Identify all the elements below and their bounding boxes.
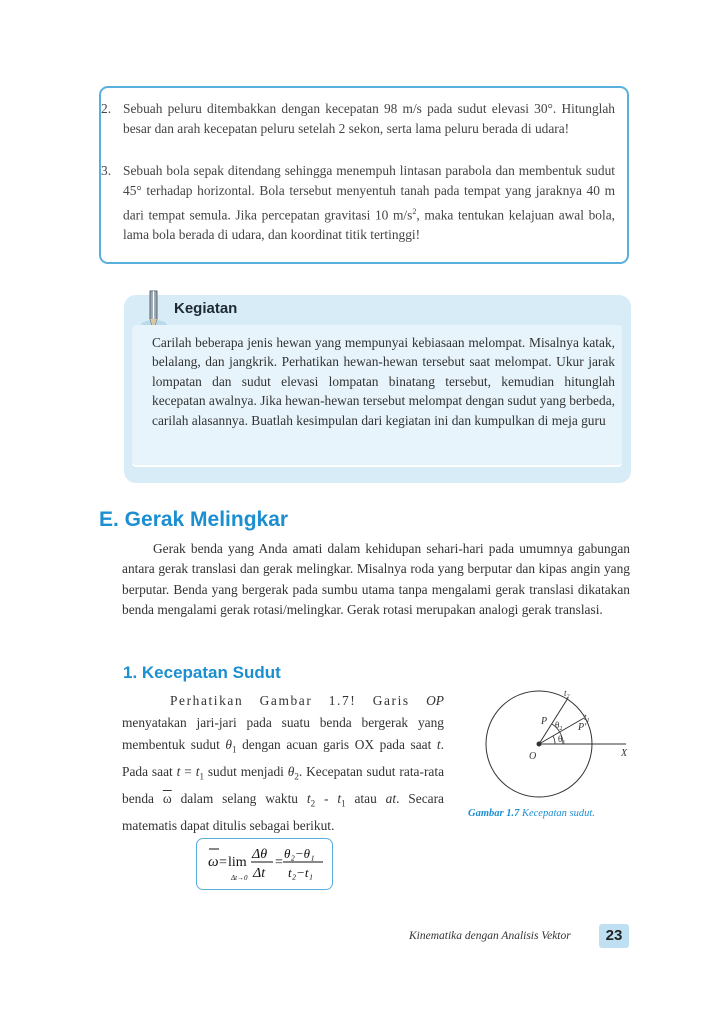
text-run: t [195, 764, 200, 780]
label-o: O [529, 751, 537, 762]
origin-point [537, 742, 542, 747]
exercise-box [99, 86, 629, 264]
formula-lim: lim [228, 855, 247, 870]
text-run: t [436, 737, 441, 753]
angular-velocity-figure [463, 684, 633, 814]
exercise-text: Sebuah peluru ditembakkan dengan kecepatan 98 m/s pada sudut elevasi 30°. Hitunglah besar dan arah kecepatan peluru setelah 2 sekon, serta lama peluru berada di udara! [123, 101, 615, 137]
formula-num1: Δθ [252, 847, 268, 862]
exercise-item-3 [101, 161, 616, 246]
text-run: t [337, 791, 342, 807]
text-run: 1 [199, 771, 204, 782]
text-run: . Pada saat [122, 737, 444, 780]
formula-den1: Δt [253, 866, 266, 881]
page-number: 23 [599, 924, 629, 948]
text-run: t [176, 764, 181, 780]
formula-lim-sub: Δt→0 [231, 874, 248, 882]
text-run: θ [287, 764, 295, 780]
exercise-number: 2. [101, 101, 112, 116]
text-run: = [180, 764, 196, 780]
text-run: sudut menjadi [203, 764, 288, 780]
subsection-paragraph [122, 690, 444, 837]
text-run: dalam selang waktu [171, 791, 307, 807]
text-run: t [306, 791, 311, 807]
formula-box [196, 838, 333, 890]
kegiatan-panel [124, 295, 631, 483]
text-run: θ [225, 737, 232, 753]
formula-eq: = [219, 855, 227, 870]
formula-num2: θ₂−θ₁ [284, 846, 315, 861]
angular-velocity-formula [197, 839, 331, 888]
label-p: P [541, 716, 548, 727]
exercise-text-cont: , maka tentukan kelajuan awal bola, lama bola berada di udara, dan koordinat titik tertinggi! [123, 207, 616, 243]
text-run: $\overline{\omega}$ [162, 791, 172, 807]
text-run: 2 [310, 798, 316, 809]
label-t1: $t_1$ [584, 712, 590, 724]
formula-den2: t₂−t₁ [288, 865, 314, 880]
superscript: 2 [412, 206, 417, 216]
text-run: at [385, 791, 397, 807]
label-theta2: $\theta_2$ [555, 720, 563, 732]
kegiatan-text: Carilah beberapa jenis hewan yang mempunyai kebiasaan melompat. Misalnya katak, belalang, dan jangkrik. Perhatikan hewan-hewan tersebut saat melompat. Ukur jarak lompatan dan sudut elevasi lompatan binatang tersebut, kemudian hitunglah kecepatan awalnya. Jika hewan-hewan tersebut melompat dengan sudut yang berbeda, carilah alasannya. Buatlah kesimpulan dari kegiatan ini dan kumpulkan di meja guru [152, 335, 615, 428]
running-title: Kinematika dengan Analisis Vektor [409, 930, 571, 942]
formula-omega: ω [208, 854, 219, 870]
label-theta1: $\theta_1$ [558, 734, 566, 746]
caption-label: Gambar 1.7 [468, 808, 520, 819]
kegiatan-body [132, 325, 622, 467]
text-run: menyatakan jari-jari pada suatu benda bergerak yang membentuk sudut [122, 715, 444, 753]
formula-eq2: = [275, 855, 283, 870]
text-run: 1 [231, 745, 237, 756]
exercise-item-2 [101, 99, 615, 140]
text-run: OP [426, 693, 444, 708]
text-run: atau [345, 791, 386, 807]
text-run: 1 [341, 798, 346, 809]
label-t2: $t_2$ [564, 688, 570, 700]
label-p-prime: P' [578, 722, 587, 733]
section-paragraph: Gerak benda yang Anda amati dalam kehidupan sehari-hari pada umumnya gabungan antara gerak translasi dan gerak melingkar. Misalnya roda yang berputar dan kipas angin yang berputar. Benda yang bergerak pada sumbu utama tanpa mengalami gerak translasi dikatakan benda mengalami gerak rotasi/melingkar. Gerak rotasi merupakan analogi gerak translasi. [122, 541, 630, 617]
figure-caption [468, 808, 595, 819]
text-run: dengan acuan garis OX pada saat [236, 737, 437, 753]
subsection-title: 1. Kecepatan Sudut [123, 663, 281, 682]
kegiatan-title: Kegiatan [174, 300, 238, 317]
label-x: X [621, 748, 628, 759]
exercise-number: 3. [101, 163, 112, 178]
text-run: - [315, 791, 338, 807]
text-run: Perhatikan Gambar 1.7! Garis [170, 693, 427, 708]
section-title: E. Gerak Melingkar [99, 508, 289, 531]
exercise-text: Sebuah bola sepak ditendang sehingga menempuh lintasan parabola dan membentuk sudut 45° terhadap horizontal. Bola tersebut menyentuh tanah pada tempat yang jaraknya 40 m dari tempat semula. Jika percepatan gravitasi 10 m/s [123, 163, 615, 223]
text-run: 2 [294, 771, 299, 782]
text-run: . Secara matematis dapat ditulis sebagai berikut. [122, 791, 444, 834]
text-run: . Kecepatan sudut rata-rata benda [122, 764, 445, 807]
caption-text: Kecepatan sudut. [521, 808, 595, 819]
